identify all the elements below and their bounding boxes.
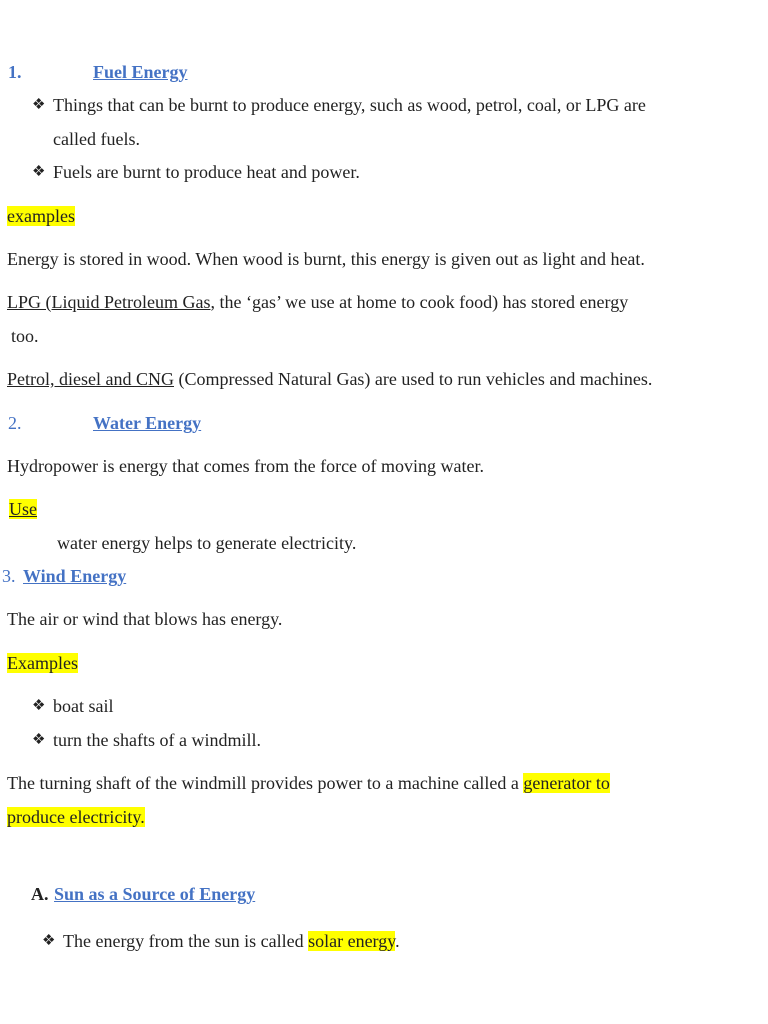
section-title-sun-energy[interactable]: Sun as a Source of Energy (54, 884, 256, 904)
underlined-term: LPG (Liquid Petroleum Gas (7, 292, 211, 312)
section-number: 3. (2, 566, 16, 586)
highlight: generator to (523, 773, 610, 793)
underlined-term: Petrol, diesel and CNG (7, 369, 174, 389)
four-diamond-bullet-icon: ❖ (42, 933, 56, 949)
paragraph: Hydropower is energy that comes from the force of moving water. (7, 456, 485, 476)
bullet-text: turn the shafts of a windmill. (53, 730, 261, 750)
use-label (9, 498, 37, 520)
section-title-wind-energy[interactable]: Wind Energy (23, 566, 127, 586)
examples-label (7, 652, 78, 674)
paragraph: water energy helps to generate electricity. (57, 533, 357, 553)
four-diamond-bullet-icon: ❖ (32, 97, 46, 113)
highlight: examples (7, 206, 75, 226)
section-title-water-energy[interactable]: Water Energy (93, 413, 202, 433)
highlight: solar energy (308, 931, 396, 951)
highlight: Use (9, 499, 37, 519)
paragraph-lpg (7, 291, 628, 313)
bullet-text-continued: called fuels. (53, 129, 140, 149)
paragraph-text: , the ‘gas’ we use at home to cook food) has stored energy (210, 292, 629, 312)
paragraph-text: . (395, 931, 400, 951)
paragraph-lpg-continued: too. (11, 326, 39, 346)
examples-label (7, 205, 75, 227)
four-diamond-bullet-icon: ❖ (32, 732, 46, 748)
paragraph-generator-continued (7, 806, 145, 828)
paragraph-petrol (7, 368, 652, 390)
section-title-fuel-energy[interactable]: Fuel Energy (93, 62, 188, 82)
section-number: 2. (8, 413, 22, 433)
paragraph-text: The turning shaft of the windmill provides power to a machine called a (7, 773, 524, 793)
highlight: produce electricity. (7, 807, 145, 827)
paragraph-generator (7, 772, 610, 794)
four-diamond-bullet-icon: ❖ (32, 164, 46, 180)
section-letter: A. (31, 884, 49, 904)
section-number: 1. (8, 62, 22, 82)
paragraph-text: The energy from the sun is called (63, 931, 309, 951)
bullet-text (63, 930, 400, 952)
highlight: Examples (7, 653, 78, 673)
paragraph: The air or wind that blows has energy. (7, 609, 283, 629)
bullet-text: Fuels are burnt to produce heat and power. (53, 162, 360, 182)
bullet-text: boat sail (53, 696, 114, 716)
bullet-text: Things that can be burnt to produce energy, such as wood, petrol, coal, or LPG are (53, 95, 646, 115)
four-diamond-bullet-icon: ❖ (32, 698, 46, 714)
paragraph-text: (Compressed Natural Gas) are used to run vehicles and machines. (173, 369, 653, 389)
paragraph: Energy is stored in wood. When wood is burnt, this energy is given out as light and heat. (7, 249, 645, 269)
